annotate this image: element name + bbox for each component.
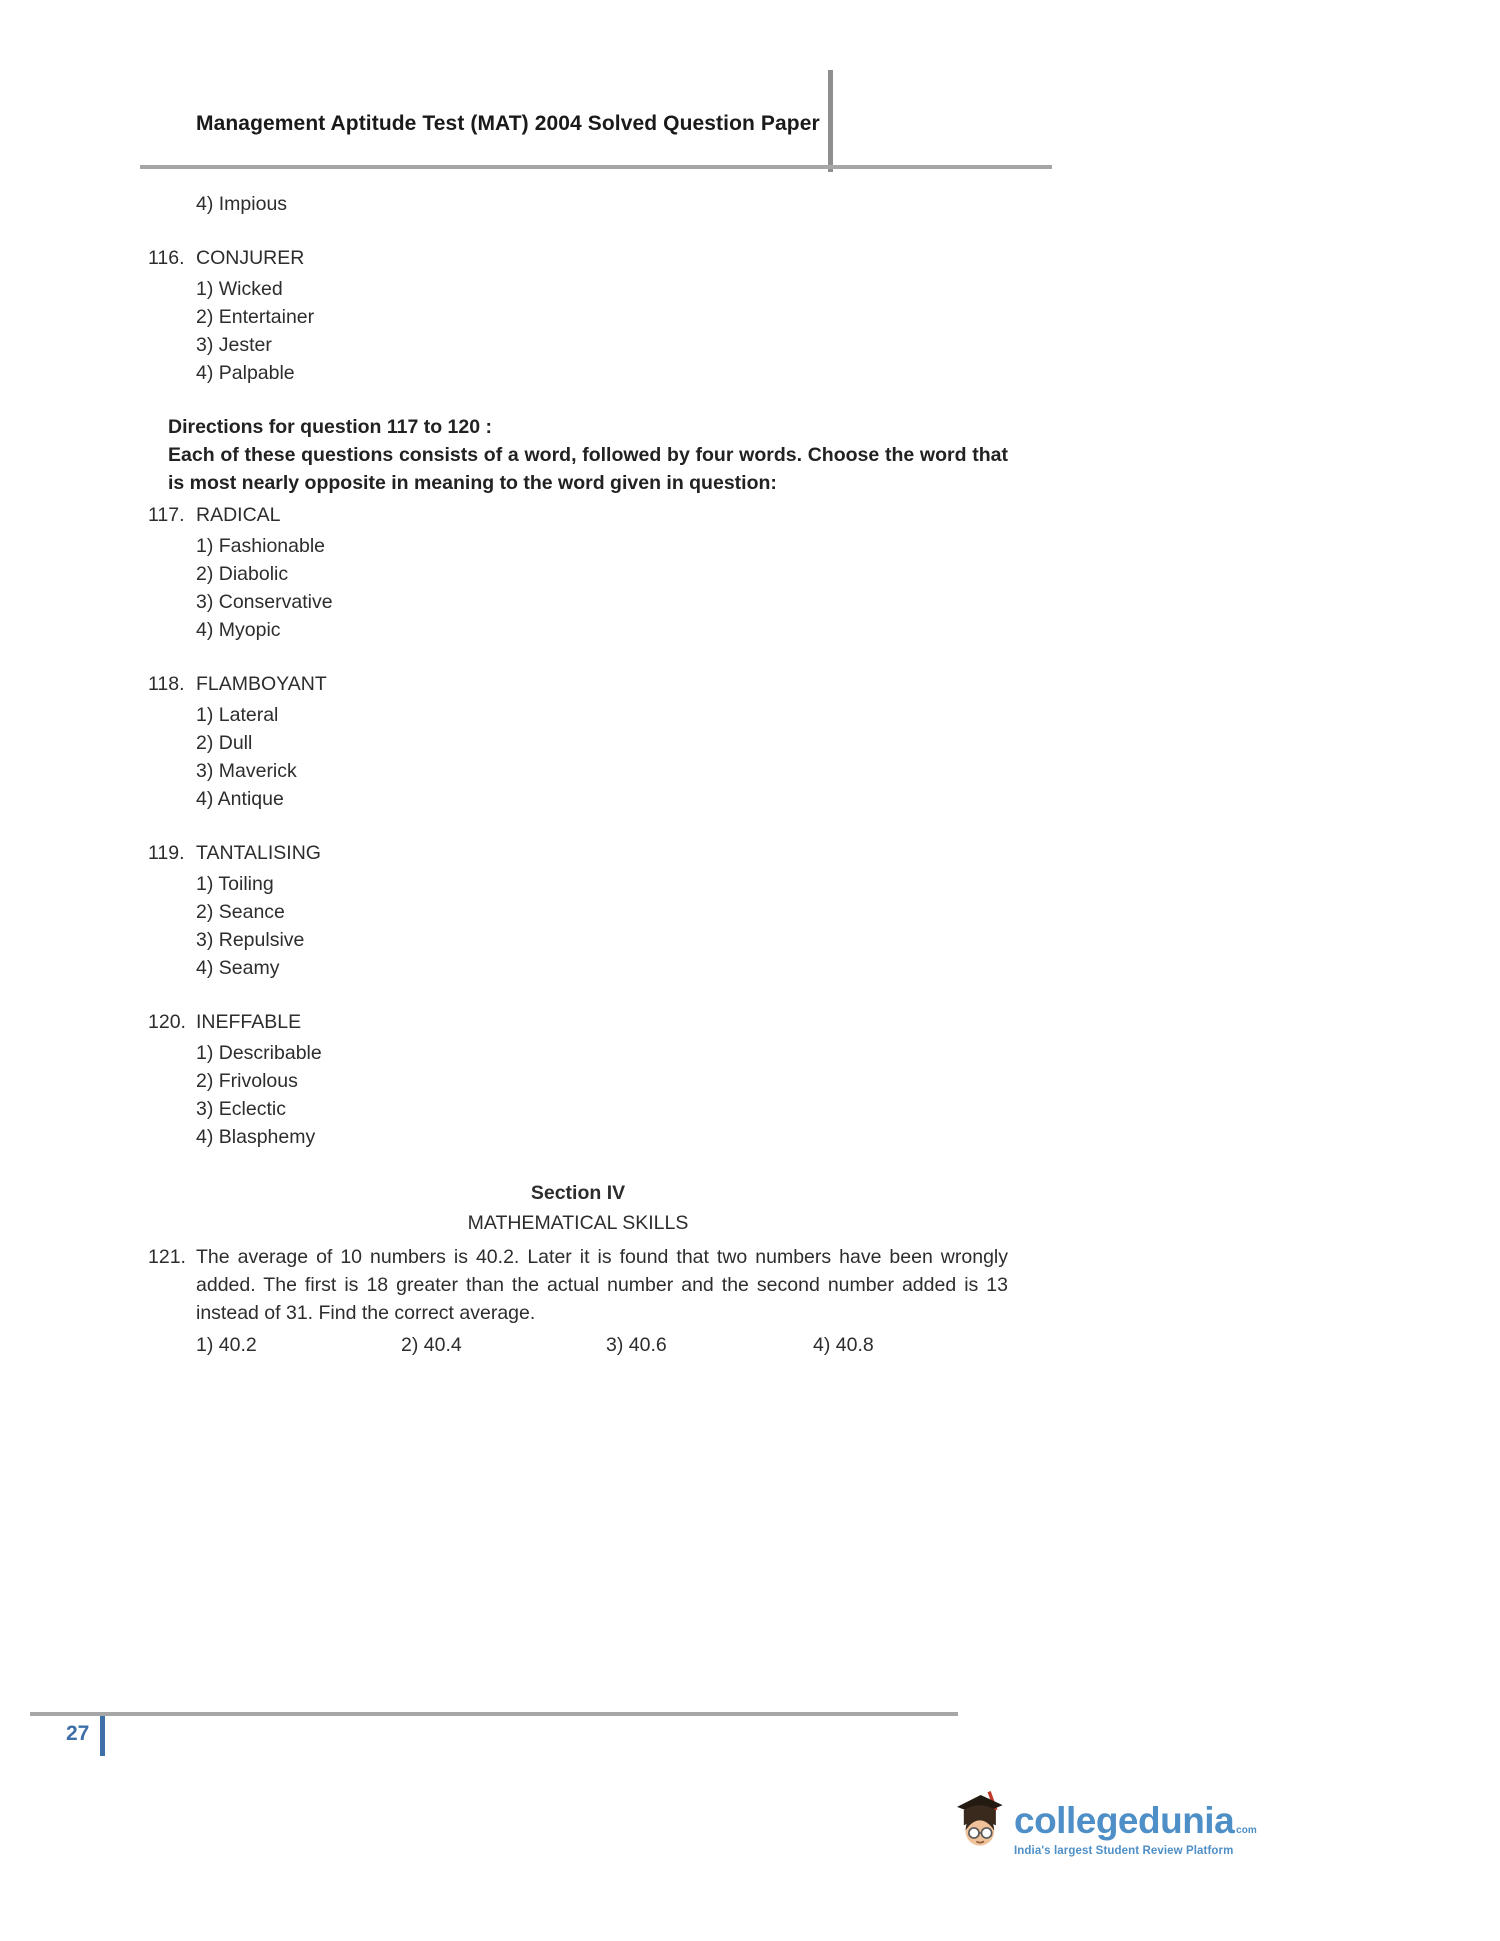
question-option: 1) Fashionable <box>196 535 325 557</box>
question-number: 118. <box>148 673 185 695</box>
question-text: The average of 10 numbers is 40.2. Later it is found that two numbers have been wrongly added. The first is 18 greater than the actual number and the second number added is 13 instead of 31. Find the correct average. <box>196 1246 1008 1324</box>
question-118 <box>148 670 1008 813</box>
header-horizontal-rule <box>140 165 1052 169</box>
question-option: 1) Lateral <box>196 704 279 726</box>
question-number: 121. <box>148 1246 186 1268</box>
question-number: 119. <box>148 842 185 864</box>
question-option: 3) Maverick <box>196 760 297 782</box>
brand-text-column <box>1014 1802 1257 1857</box>
question-119 <box>148 839 1008 982</box>
question-option: 4) Myopic <box>196 619 281 641</box>
question-option: 4) Antique <box>196 788 284 810</box>
question-option: 1) Toiling <box>196 873 274 895</box>
question-word: INEFFABLE <box>196 1011 302 1033</box>
question-option: 2) Diabolic <box>196 563 289 585</box>
page-number-bar <box>100 1716 105 1756</box>
question-120 <box>148 1008 1008 1151</box>
brand-name-line <box>1014 1802 1257 1839</box>
question-116 <box>148 244 1008 387</box>
question-number: 116. <box>148 247 185 269</box>
brand-suffix: com <box>1236 1825 1257 1836</box>
question-option: 4) 40.8 <box>813 1334 874 1356</box>
footer-horizontal-rule <box>30 1712 958 1716</box>
question-content <box>148 190 1008 1359</box>
question-option: 2) Dull <box>196 732 253 754</box>
question-word: FLAMBOYANT <box>196 673 327 695</box>
question-121 <box>148 1243 1008 1359</box>
question-head <box>148 670 1008 698</box>
question-option: 2) Frivolous <box>196 1070 298 1092</box>
question-number: 117. <box>148 504 185 526</box>
question-option: 3) Eclectic <box>196 1098 286 1120</box>
question-121-body <box>148 1243 1008 1327</box>
question-option: 4) Palpable <box>196 362 295 384</box>
question-option: 4) Seamy <box>196 957 280 979</box>
question-option: 2) Seance <box>196 901 285 923</box>
section-subtitle: MATHEMATICAL SKILLS <box>467 1212 689 1234</box>
question-word: CONJURER <box>196 247 305 269</box>
collegedunia-logo <box>952 1788 1257 1861</box>
question-option: 1) Wicked <box>196 278 283 300</box>
graduate-icon <box>952 1788 1006 1861</box>
page-title: Management Aptitude Test (MAT) 2004 Solved Question Paper <box>196 112 820 135</box>
question-option: 3) Conservative <box>196 591 333 613</box>
question-option: 3) 40.6 <box>606 1334 667 1356</box>
question-115-option-4: 4) Impious <box>196 193 288 215</box>
question-head <box>148 501 1008 529</box>
question-option: 1) Describable <box>196 1042 322 1064</box>
question-option: 1) 40.2 <box>196 1334 257 1356</box>
directions-title: Directions for question 117 to 120 : <box>168 416 492 438</box>
question-option: 3) Repulsive <box>196 929 305 951</box>
question-option: 2) Entertainer <box>196 306 315 328</box>
question-117 <box>148 501 1008 644</box>
question-word: TANTALISING <box>196 842 321 864</box>
question-head <box>148 1008 1008 1036</box>
brand-tagline: India's largest Student Review Platform <box>1014 1845 1234 1857</box>
header-vertical-rule <box>828 70 833 172</box>
directions-body: Each of these questions consists of a word, followed by four words. Choose the word that is most nearly opposite in meaning to the word given in question: <box>168 444 1008 494</box>
question-option: 4) Blasphemy <box>196 1126 316 1148</box>
question-option: 2) 40.4 <box>401 1334 462 1356</box>
brand-name: collegedunia <box>1014 1800 1235 1841</box>
question-head <box>148 839 1008 867</box>
question-head <box>148 244 1008 272</box>
page-number: 27 <box>66 1722 90 1745</box>
question-number: 120. <box>148 1011 186 1033</box>
directions-block <box>168 413 1008 497</box>
question-121-options-row <box>196 1331 1008 1359</box>
question-word: RADICAL <box>196 504 281 526</box>
section-title: Section IV <box>530 1182 626 1204</box>
question-option: 3) Jester <box>196 334 272 356</box>
